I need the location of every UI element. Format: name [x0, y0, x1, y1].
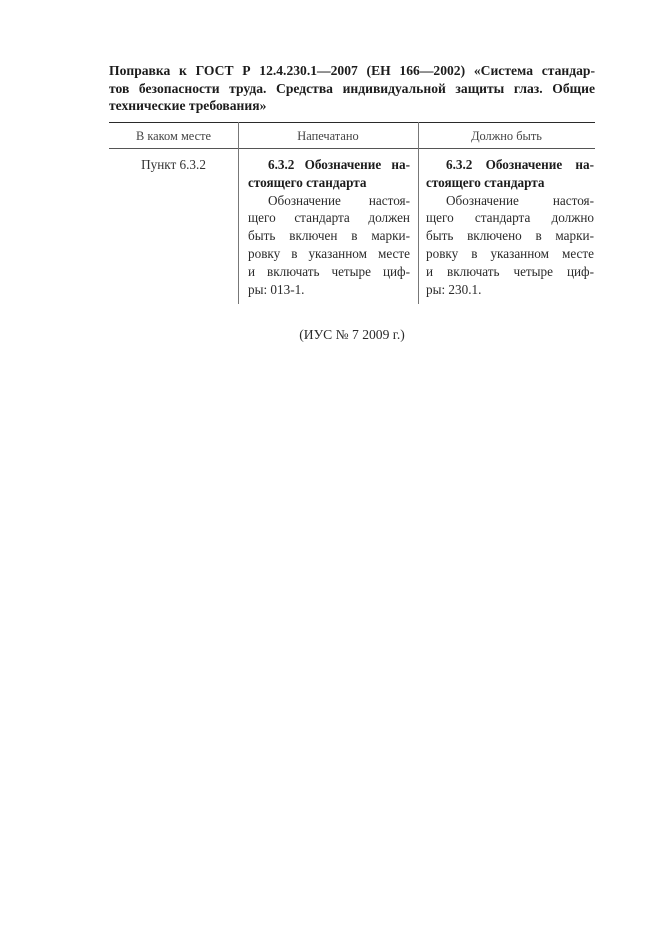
title-line: тов безопасности труда. Средства индивидуальной защиты глаз. Общие: [109, 80, 595, 96]
printed-body-line: ры: 013-1.: [248, 281, 305, 297]
should-be-body-line: ровку в указанном месте: [426, 245, 594, 261]
should-be-body-line: ры: 230.1.: [426, 281, 482, 297]
printed-heading-line: 6.3.2 Обозначение на-: [268, 157, 410, 172]
column-header-should-be: Должно быть: [471, 129, 542, 143]
printed-body-line: ровку в указанном месте: [248, 245, 410, 261]
table-header-rule: [109, 148, 595, 149]
amendment-title: [109, 62, 595, 115]
table-top-rule: [109, 122, 595, 123]
should-be-body-line: щего стандарта должно: [426, 210, 594, 226]
printed-body-line: быть включен в марки-: [248, 228, 410, 244]
printed-body-line: и включать четыре циф-: [248, 263, 410, 279]
column-header-place: В каком месте: [135, 129, 212, 143]
printed-heading-line: стоящего стандарта: [248, 174, 367, 190]
cell-should-be: [426, 156, 594, 298]
should-be-body-line: и включать четыре циф-: [426, 263, 594, 279]
column-header-printed: Напечатано: [297, 129, 359, 143]
should-be-heading-line: стоящего стандарта: [426, 174, 545, 190]
should-be-heading-line: 6.3.2 Обозначение на-: [446, 157, 594, 172]
title-line: технические требования»: [109, 98, 267, 114]
should-be-body-line: Обозначение настоя-: [446, 192, 594, 208]
should-be-body-line: быть включено в марки-: [426, 228, 594, 244]
column-divider: [418, 122, 419, 304]
printed-body-line: щего стандарта должен: [248, 210, 410, 226]
cell-place: Пункт 6.3.2: [141, 157, 206, 172]
printed-body-line: Обозначение настоя-: [268, 192, 410, 208]
column-divider: [238, 122, 239, 304]
title-line: Поправка к ГОСТ Р 12.4.230.1—2007 (ЕН 166—2002) «Система стандар-: [109, 63, 595, 78]
cell-printed: [248, 156, 410, 298]
publication-reference: (ИУС № 7 2009 г.): [299, 327, 405, 342]
